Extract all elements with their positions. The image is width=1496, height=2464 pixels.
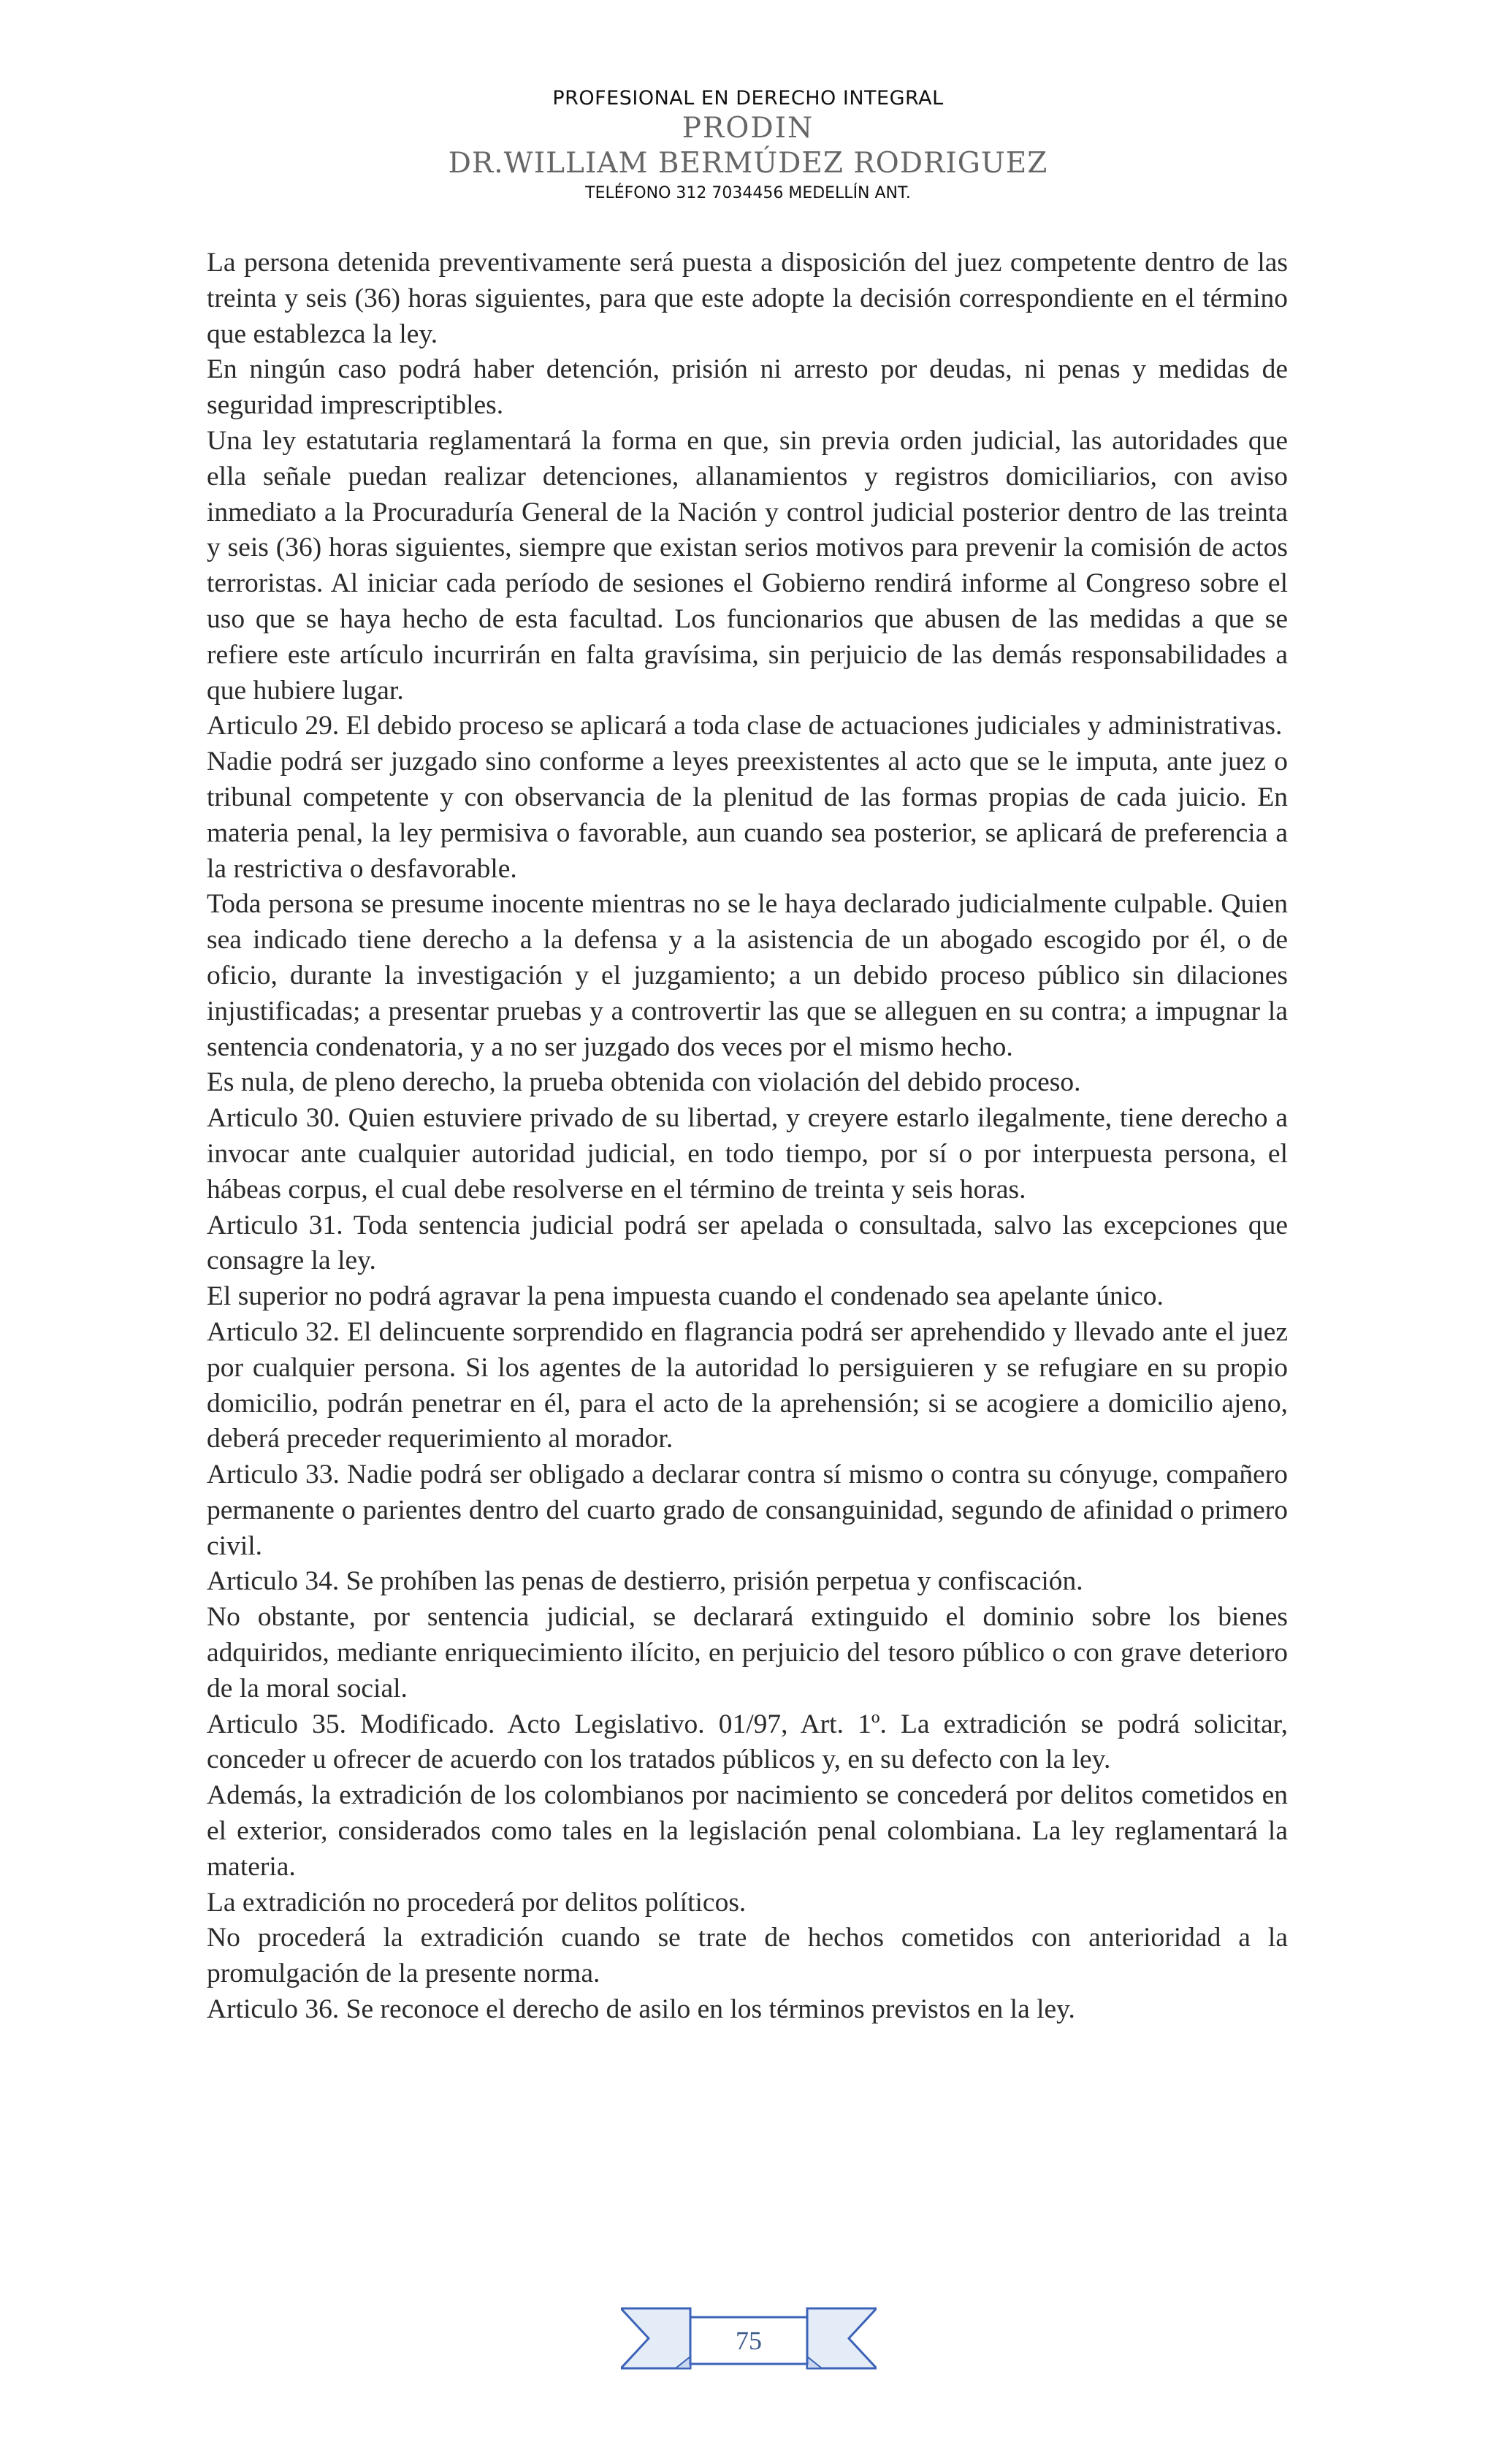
paragraph: Nadie podrá ser juzgado sino conforme a leyes preexistentes al acto que se le imputa, ante juez o tribunal competente y con observancia de la plenitud de las formas propias de cada juicio. En materia penal, la ley permisiva o favorable, aun cuando sea posterior, se aplicará de preferencia a la restrictiva o desfavorable. bbox=[207, 747, 1288, 884]
header-acronym: PRODIN bbox=[682, 112, 814, 145]
paragraph: En ningún caso podrá haber detención, prisión ni arresto por deudas, ni penas y medidas de seguridad imprescriptibles. bbox=[207, 354, 1288, 421]
ribbon-right-tail bbox=[807, 2308, 877, 2368]
paragraph-article-31: Articulo 31. Toda sentencia judicial podrá ser apelada o consultada, salvo las excepciones que consagre la ley. bbox=[207, 1210, 1288, 1276]
paragraph: Es nula, de pleno derecho, la prueba obtenida con violación del debido proceso. bbox=[207, 1067, 1081, 1098]
paragraph: La persona detenida preventivamente será puesta a disposición del juez competente dentro de las treinta y seis (36) horas siguientes, para que este adopte la decisión correspondiente en el término que establezca la ley. bbox=[207, 248, 1288, 349]
paragraph: El superior no podrá agravar la pena impuesta cuando el condenado sea apelante único. bbox=[207, 1281, 1164, 1312]
paragraph-article-36: Articulo 36. Se reconoce el derecho de asilo en los términos previstos en la ley. bbox=[207, 1994, 1075, 2025]
paragraph: No obstante, por sentencia judicial, se declarará extinguido el dominio sobre los bienes adquiridos, mediante enriquecimiento ilícito, en perjuicio del tesoro público o con grave deterioro de la moral social. bbox=[207, 1602, 1288, 1704]
paragraph: No procederá la extradición cuando se trate de hechos cometidos con anterioridad a la promulgación de la presente norma. bbox=[207, 1923, 1288, 1989]
header-firm-name: PROFESIONAL EN DERECHO INTEGRAL bbox=[552, 87, 944, 110]
paragraph-article-32: Articulo 32. El delincuente sorprendido en flagrancia podrá ser aprehendido y llevado ante el juez por cualquier persona. Si los agentes de la autoridad lo persiguieren y se refugiare en su propio domicilio, podrán penetrar en él, para el acto de la aprehensión; si se acogiere a domicilio ajeno, deberá preceder requerimiento al morador. bbox=[207, 1316, 1288, 1454]
header-phone: TELÉFONO 312 7034456 MEDELLÍN ANT. bbox=[585, 184, 911, 202]
document-body bbox=[207, 245, 1288, 2028]
paragraph-article-34: Articulo 34. Se prohíben las penas de destierro, prisión perpetua y confiscación. bbox=[207, 1566, 1083, 1597]
paragraph: Una ley estatutaria reglamentará la forma en que, sin previa orden judicial, las autoridades que ella señale puedan realizar detenciones, allanamientos y registros domiciliarios, con aviso inmediato a la Procuraduría General de la Nación y control judicial posterior dentro de las treinta y seis (36) horas siguientes, siempre que existan serios motivos para prevenir la comisión de actos terroristas. Al iniciar cada período de sesiones el Gobierno rendirá informe al Congreso sobre el uso que se haya hecho de esta facultad. Los funcionarios que abusen de las medidas a que se refiere este artículo incurrirán en falta gravísima, sin perjuicio de las demás responsabilidades a que hubiere lugar. bbox=[207, 425, 1288, 706]
paragraph-article-29: Articulo 29. El debido proceso se aplicará a toda clase de actuaciones judiciales y administrativas. bbox=[207, 711, 1283, 741]
page-footer bbox=[0, 2301, 1496, 2381]
page-header bbox=[0, 86, 1496, 206]
ribbon-left-tail bbox=[621, 2308, 690, 2368]
paragraph-article-35: Articulo 35. Modificado. Acto Legislativo. 01/97, Art. 1º. La extradición se podrá solicitar, conceder u ofrecer de acuerdo con los tratados públicos y, en su defecto con la ley. bbox=[207, 1709, 1288, 1775]
paragraph: La extradición no procederá por delitos políticos. bbox=[207, 1887, 747, 1918]
paragraph-article-33: Articulo 33. Nadie podrá ser obligado a declarar contra sí mismo o contra su cónyuge, compañero permanente o parientes dentro del cuarto grado de consanguinidad, segundo de afinidad o primero civil. bbox=[207, 1460, 1288, 1561]
paragraph: Toda persona se presume inocente mientras no se le haya declarado judicialmente culpable. Quien sea indicado tiene derecho a la defensa y a la asistencia de un abogado escogido por él, o de oficio, durante la investigación y el juzgamiento; a un debido proceso público sin dilaciones injustificadas; a presentar pruebas y a controvertir las que se alleguen en su contra; a impugnar la sentencia condenatoria, y a no ser juzgado dos veces por el mismo hecho. bbox=[207, 889, 1288, 1062]
paragraph: Además, la extradición de los colombianos por nacimiento se concederá por delitos cometidos en el exterior, considerados como tales en la legislación penal colombiana. La ley reglamentará la materia. bbox=[207, 1780, 1288, 1882]
page-number: 75 bbox=[736, 2326, 762, 2355]
paragraph-article-30: Articulo 30. Quien estuviere privado de su libertad, y creyere estarlo ilegalmente, tiene derecho a invocar ante cualquier autoridad judicial, en todo tiempo, por sí o por interpuesta persona, el hábeas corpus, el cual debe resolverse en el término de treinta y seis horas. bbox=[207, 1103, 1288, 1205]
header-lawyer-name: DR.WILLIAM BERMÚDEZ RODRIGUEZ bbox=[448, 147, 1048, 180]
